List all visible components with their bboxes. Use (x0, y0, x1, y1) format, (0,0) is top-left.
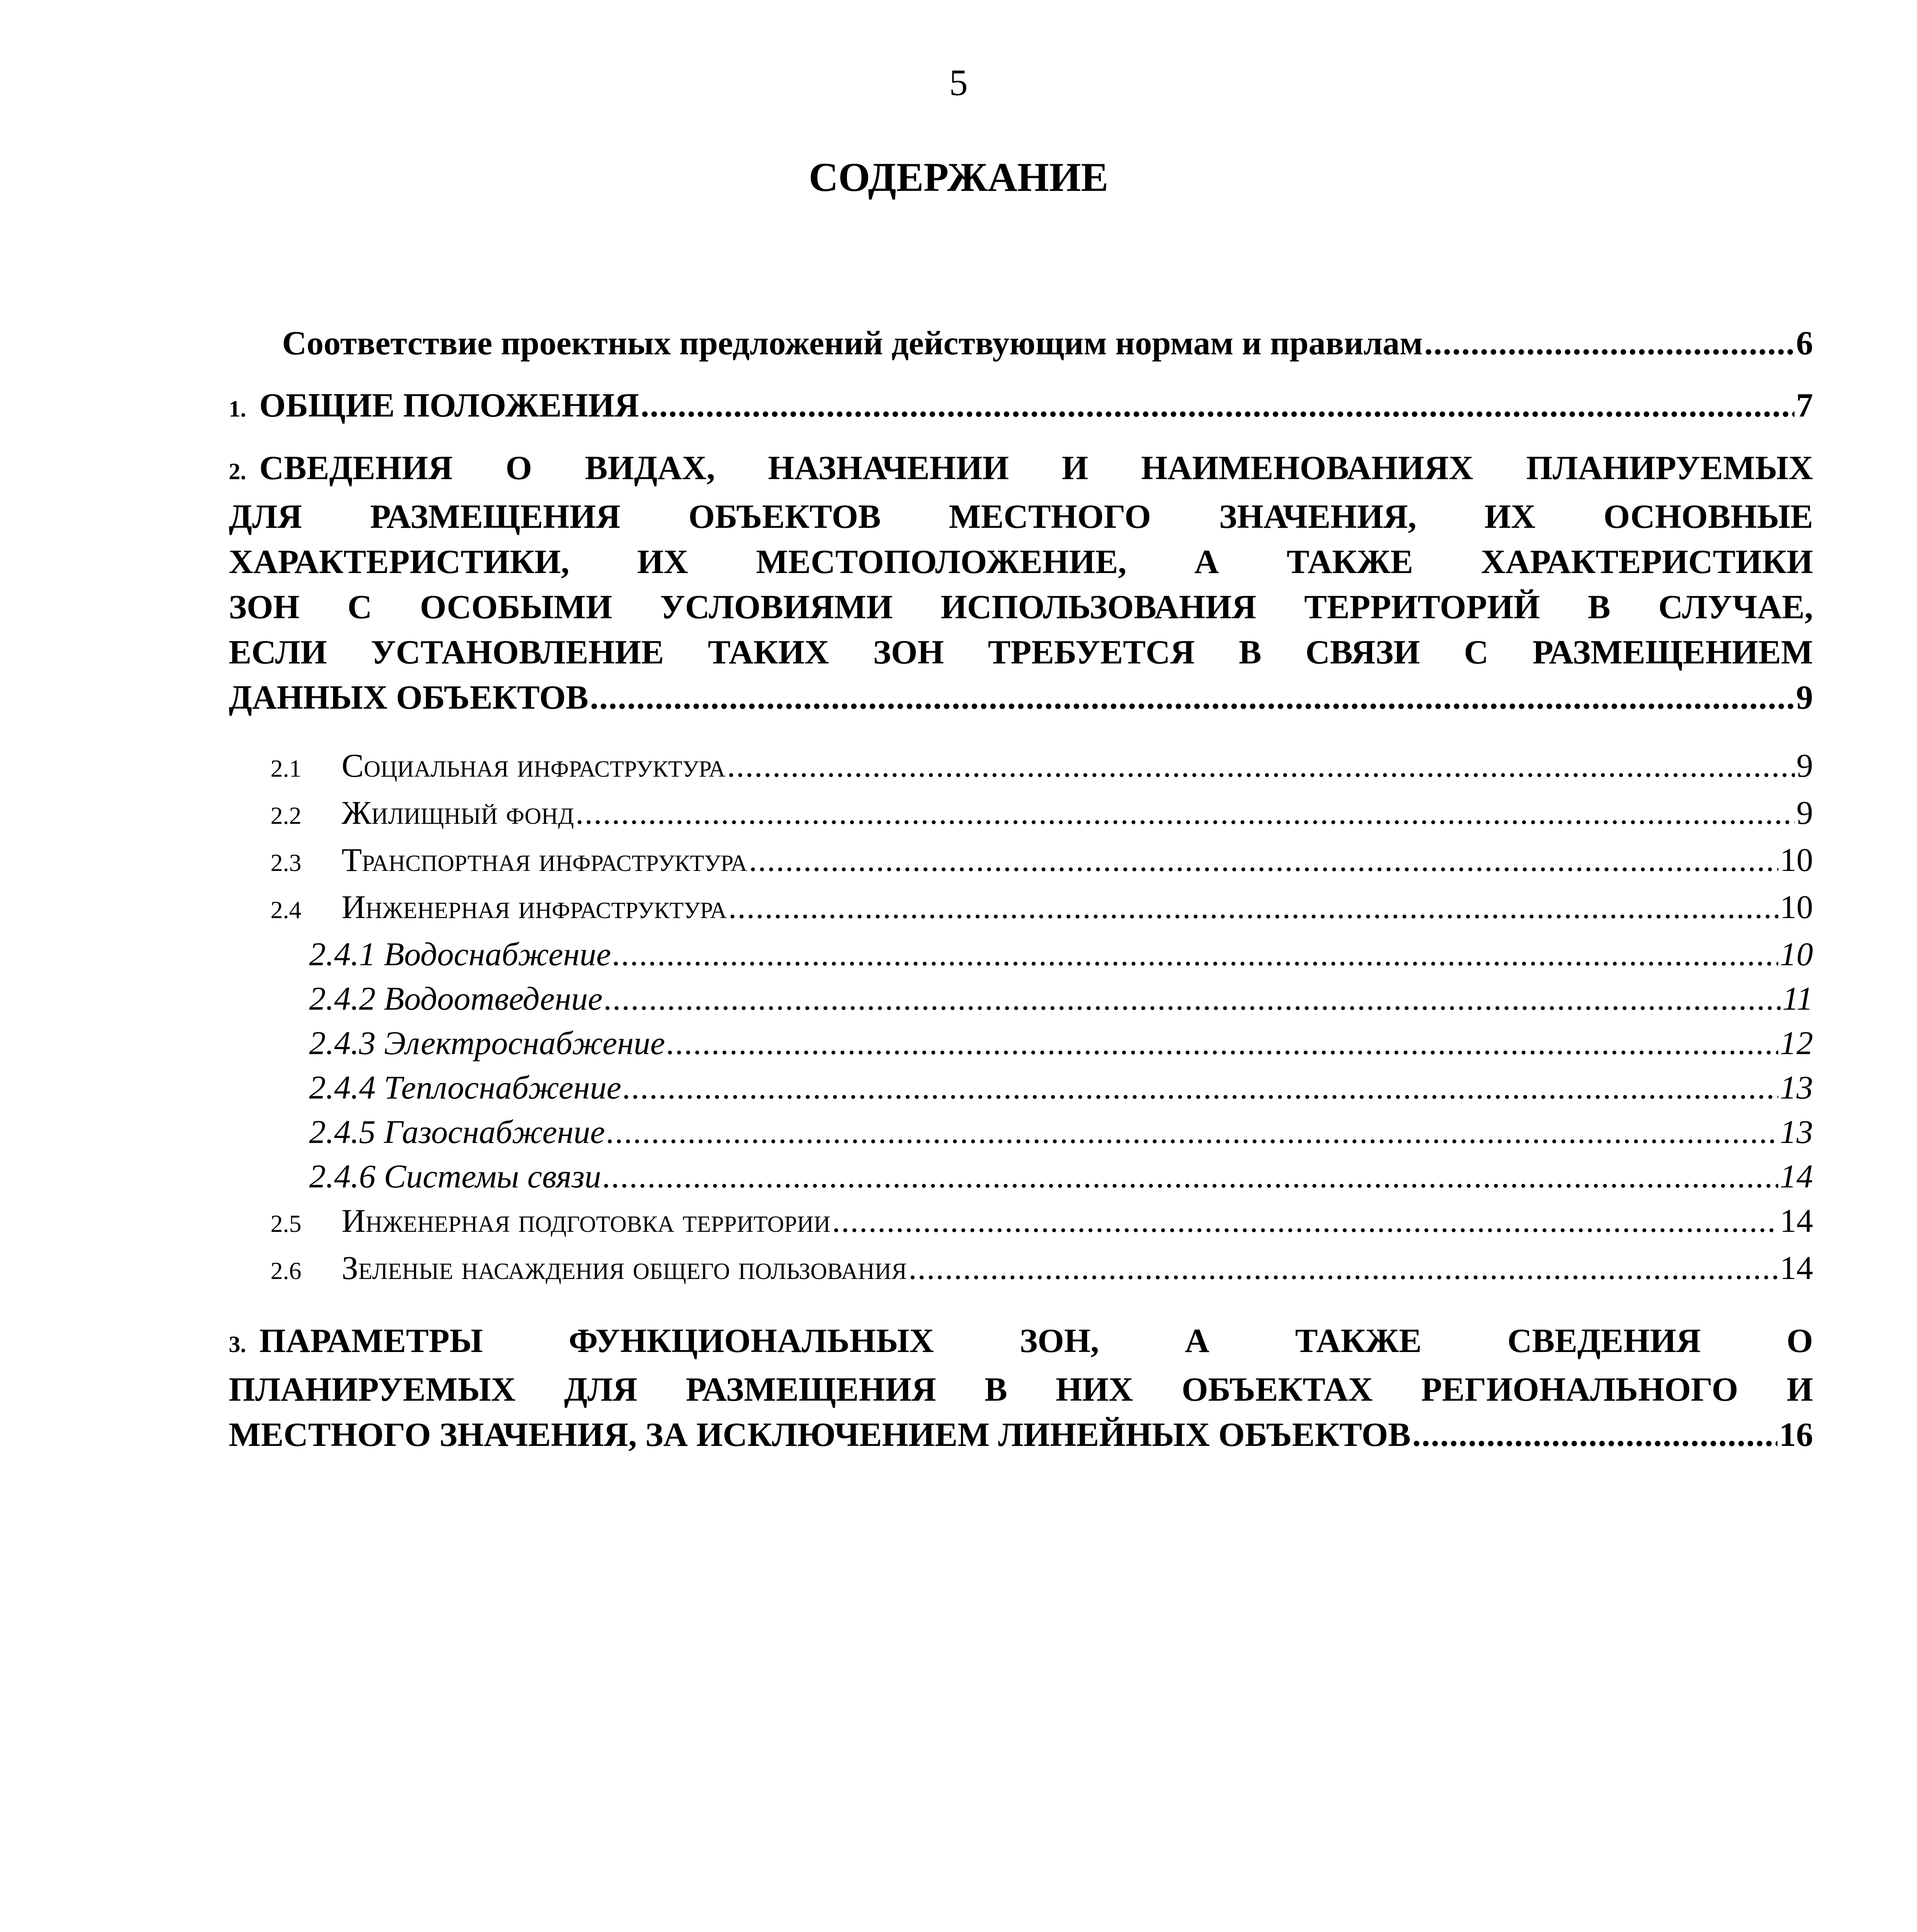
page-number: 5 (949, 62, 968, 103)
toc-leader (603, 1154, 1778, 1199)
toc-page-number: 10 (1780, 935, 1813, 973)
toc-entry-label: 2.4.4 Теплоснабжение (309, 1069, 621, 1106)
toc-section-number: 2.5 (270, 1210, 301, 1237)
toc-entry-2-1[interactable] (229, 743, 1813, 791)
toc-section-number: 3. (229, 1332, 246, 1357)
toc-page-number: 13 (1780, 1069, 1813, 1106)
toc-entry-label: 2.4.3 Электроснабжение (309, 1024, 665, 1061)
toc-page-number: 14 (1780, 1249, 1813, 1286)
toc-entry-label: ОБЩИЕ ПОЛОЖЕНИЯ (259, 387, 639, 424)
toc-entry-compliance[interactable] (229, 321, 1813, 366)
toc-section-number: 2. (229, 459, 246, 484)
toc-section-number: 2.4 (270, 896, 301, 923)
toc-entry-label-line: ДЛЯ РАЗМЕЩЕНИЯ ОБЪЕКТОВ МЕСТНОГО ЗНАЧЕНИЯ, ИХ ОСНОВНЫЕ (229, 498, 1813, 536)
toc-entry-2-4[interactable] (229, 885, 1813, 932)
toc-entry-2-5[interactable] (229, 1199, 1813, 1246)
toc-page-number: 7 (1796, 387, 1813, 424)
toc-leader (749, 838, 1778, 882)
toc-entry-label: Зеленые насаждения общего пользования (342, 1249, 907, 1286)
toc-page-number: 9 (1796, 794, 1813, 831)
toc-entry-label-line: ХАРАКТЕРИСТИКИ, ИХ МЕСТОПОЛОЖЕНИЕ, А ТАКЖЕ ХАРАКТЕРИСТИКИ (229, 543, 1813, 581)
toc-entry-label-line: ПЛАНИРУЕМЫХ ДЛЯ РАЗМЕЩЕНИЯ В НИХ ОБЪЕКТАХ РЕГИОНАЛЬНОГО И (229, 1371, 1813, 1408)
toc-leader (612, 932, 1778, 976)
toc-leader (1412, 1412, 1778, 1458)
toc-section-number: 2.3 (270, 849, 301, 876)
toc-entry-label: Социальная инфраструктура (342, 747, 726, 784)
toc-page-number: 12 (1780, 1024, 1813, 1061)
toc-entry-2-4-6[interactable] (229, 1154, 1813, 1199)
toc-page-number: 16 (1779, 1416, 1813, 1454)
toc-entry-2-3[interactable] (229, 838, 1813, 885)
toc-entry-section-3[interactable] (229, 1318, 1813, 1458)
toc-entry-2-4-4[interactable] (229, 1065, 1813, 1110)
toc-entry-label-line: ПАРАМЕТРЫ ФУНКЦИОНАЛЬНЫХ ЗОН, А ТАКЖЕ СВЕДЕНИЯ О (259, 1322, 1813, 1360)
toc-section-number: 2.6 (270, 1257, 301, 1284)
toc-entry-2-4-2[interactable] (229, 976, 1813, 1021)
toc-entry-label-line: ЗОН С ОСОБЫМИ УСЛОВИЯМИ ИСПОЛЬЗОВАНИЯ ТЕРРИТОРИЙ В СЛУЧАЕ, (229, 588, 1813, 626)
toc-leader (590, 675, 1795, 720)
toc-leader (1424, 321, 1795, 366)
toc-entry-label: 2.4.6 Системы связи (309, 1158, 601, 1195)
toc-entry-label: Жилищный фонд (342, 794, 574, 831)
toc-page-number: 13 (1780, 1113, 1813, 1150)
toc-entry-label-line: ДАННЫХ ОБЪЕКТОВ (229, 679, 589, 716)
toc-entry-label-line: ЕСЛИ УСТАНОВЛЕНИЕ ТАКИХ ЗОН ТРЕБУЕТСЯ В СВЯЗИ С РАЗМЕЩЕНИЕМ (229, 634, 1813, 671)
toc-entry-label: 2.4.5 Газоснабжение (309, 1113, 605, 1150)
toc-leader (575, 791, 1795, 835)
toc-entry-label: Транспортная инфраструктура (342, 841, 747, 878)
toc-page-number: 10 (1780, 888, 1813, 925)
toc-entry-label-line: МЕСТНОГО ЗНАЧЕНИЯ, ЗА ИСКЛЮЧЕНИЕМ ЛИНЕЙНЫХ ОБЪЕКТОВ (229, 1416, 1411, 1454)
toc-page-number: 14 (1780, 1202, 1813, 1239)
toc-entry-label: Соответствие проектных предложений действующим нормам и правилам (282, 325, 1423, 362)
toc-entry-label: Инженерная инфраструктура (342, 888, 727, 925)
toc-entry-label: 2.4.2 Водоотведение (309, 980, 603, 1017)
toc-entry-2-2[interactable] (229, 791, 1813, 838)
toc-leader (667, 1021, 1778, 1065)
page-title: СОДЕРЖАНИЕ (808, 155, 1109, 200)
toc-entry-2-6[interactable] (229, 1246, 1813, 1293)
toc-page-number: 9 (1796, 747, 1813, 784)
toc-leader (641, 383, 1795, 428)
toc-entry-label: Инженерная подготовка территории (342, 1202, 831, 1239)
toc-page-number: 9 (1796, 679, 1813, 716)
toc-entry-section-2[interactable] (229, 446, 1813, 720)
toc-leader (832, 1199, 1778, 1243)
toc-leader (728, 885, 1778, 929)
toc-entry-2-4-3[interactable] (229, 1021, 1813, 1065)
toc-leader (623, 1065, 1778, 1110)
toc-page-number: 14 (1780, 1158, 1813, 1195)
toc-entry-label-line: СВЕДЕНИЯ О ВИДАХ, НАЗНАЧЕНИИ И НАИМЕНОВАНИЯХ ПЛАНИРУЕМЫХ (259, 449, 1813, 487)
toc-leader (604, 976, 1781, 1021)
toc-entry-label: 2.4.1 Водоснабжение (309, 935, 611, 973)
toc-entry-2-4-1[interactable] (229, 932, 1813, 976)
toc-section-number: 1. (229, 396, 246, 422)
toc-section-number: 2.2 (270, 802, 301, 829)
toc-page-number: 11 (1782, 980, 1813, 1017)
table-of-contents (229, 321, 1813, 1458)
toc-section-number: 2.1 (270, 755, 301, 782)
toc-leader (908, 1246, 1778, 1290)
toc-page-number: 10 (1780, 841, 1813, 878)
toc-entry-2-4-5[interactable] (229, 1110, 1813, 1154)
toc-leader (607, 1110, 1778, 1154)
toc-leader (727, 743, 1795, 788)
toc-entry-section-1[interactable] (229, 383, 1813, 432)
toc-page-number: 6 (1796, 325, 1813, 362)
